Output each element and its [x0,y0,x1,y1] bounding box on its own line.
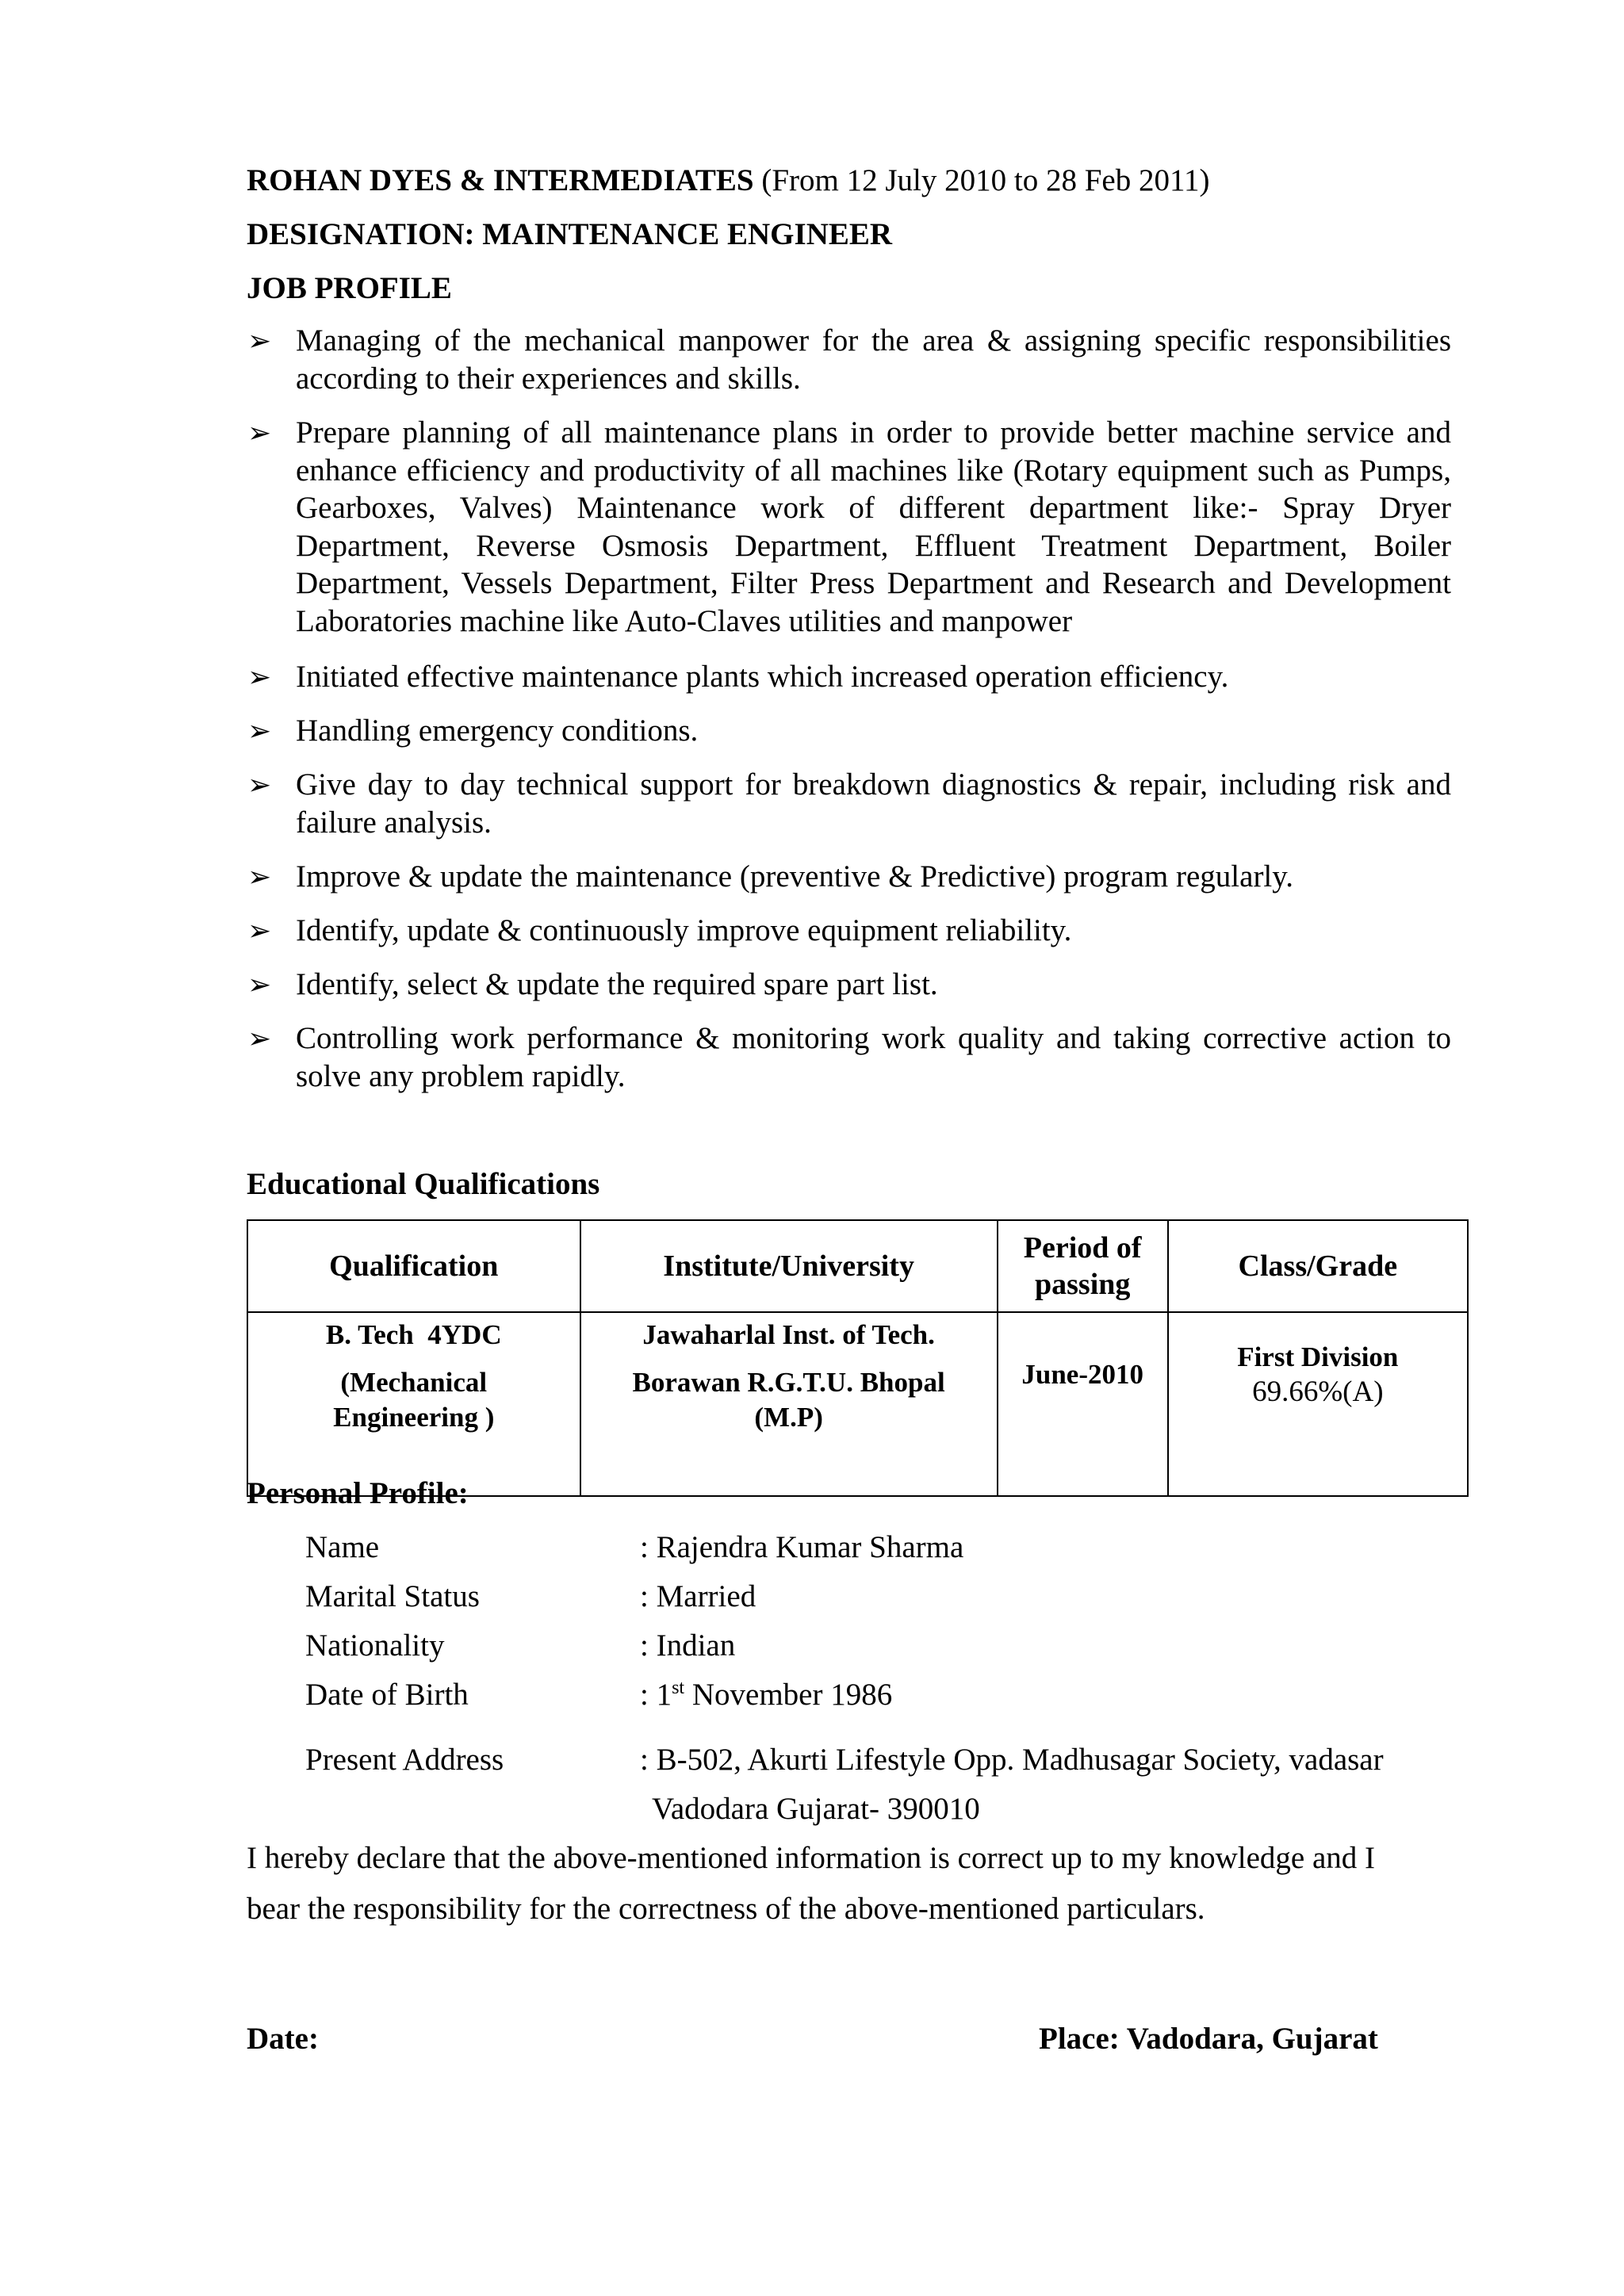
list-item: Handling emergency conditions. [296,714,699,748]
address-line-1: : B-502, Akurti Lifestyle Opp. Madhusagar Society, vadasar [640,1743,1384,1777]
address-label: Present Address [305,1743,504,1777]
column-header: Institute/University [580,1220,998,1312]
list-item: Improve & update the maintenance (preventive & Predictive) program regularly. [296,859,1293,894]
date-label: Date: [247,2022,319,2056]
grade-percentage: 69.66%(A) [1252,1376,1384,1408]
nationality-label: Nationality [305,1628,445,1663]
arrow-bullet-icon: ➢ [247,661,272,693]
declaration-line-1: I hereby declare that the above-mentioned information is correct up to my knowledge and I [247,1841,1375,1875]
name-value: : Rajendra Kumar Sharma [640,1530,964,1564]
declaration-line-2: bear the responsibility for the correctness of the above-mentioned particulars. [247,1892,1205,1926]
place: Place: Vadodara, Gujarat [1039,2022,1378,2056]
list-item: Initiated effective maintenance plants which increased operation efficiency. [296,660,1229,694]
list-item: Identify, select & update the required spare part list. [296,967,938,1001]
job-profile-heading: JOB PROFILE [247,271,452,305]
grade-cell [1168,1312,1468,1496]
education-heading: Educational Qualifications [247,1167,600,1201]
list-item: Give day to day technical support for breakdown diagnostics & repair, including risk and failure analysis. [296,767,1451,840]
arrow-bullet-icon: ➢ [247,861,272,893]
arrow-bullet-icon: ➢ [247,1023,272,1054]
qualification-branch: (Mechanical Engineering ) [333,1367,495,1433]
education-table [247,1219,1469,1497]
nationality-value: : Indian [640,1628,736,1663]
period-cell: June-2010 [998,1312,1168,1496]
personal-profile-heading: Personal Profile: [247,1476,469,1510]
dob-value: : 1st November 1986 [640,1678,893,1712]
table-row [247,1312,1468,1496]
marital-status-value: : Married [640,1579,756,1613]
qualification-degree: B. Tech 4YDC [325,1319,502,1350]
designation: DESIGNATION: MAINTENANCE ENGINEER [247,217,893,251]
company-line [247,162,1210,200]
address-line-2: Vadodara Gujarat- 390010 [652,1792,980,1826]
arrow-bullet-icon: ➢ [247,915,272,947]
employment-period: (From 12 July 2010 to 28 Feb 2011) [761,163,1210,197]
list-item: Controlling work performance & monitoring work quality and taking corrective action to solve any problem rapidly. [296,1021,1451,1093]
dob-label: Date of Birth [305,1678,469,1712]
qualification-cell [247,1312,580,1496]
marital-status-label: Marital Status [305,1579,480,1613]
grade-division: First Division [1237,1341,1399,1372]
column-header: Period of passing [998,1220,1168,1312]
arrow-bullet-icon: ➢ [247,715,272,747]
arrow-bullet-icon: ➢ [247,769,272,801]
list-item: Managing of the mechanical manpower for the area & assigning specific responsibilities according to their experiences and skills. [296,323,1451,396]
table-header-row [247,1220,1468,1312]
name-label: Name [305,1530,380,1564]
column-header: Qualification [247,1220,580,1312]
arrow-bullet-icon: ➢ [247,969,272,1001]
arrow-bullet-icon: ➢ [247,325,272,357]
company-name: ROHAN DYES & INTERMEDIATES [247,163,754,197]
institute-location: Borawan R.G.T.U. Bhopal (M.P) [632,1367,945,1433]
list-item: Prepare planning of all maintenance plans in order to provide better machine service and enhance efficiency and productivity of all machines like (Rotary equipment such as Pumps, Gearboxes, Valves) Maintenance work of different department like:- Spray Dryer Department, Reverse Osmosis Department, Effluent Treatment Department, Boiler Department, Vessels Department, Filter Press Department and Research and Development Laboratories machine like Auto-Claves utilities and manpower [296,415,1451,638]
column-header: Class/Grade [1168,1220,1468,1312]
arrow-bullet-icon: ➢ [247,417,272,449]
institute-name: Jawaharlal Inst. of Tech. [642,1319,935,1350]
list-item: Identify, update & continuously improve equipment reliability. [296,913,1072,947]
institute-cell [580,1312,998,1496]
